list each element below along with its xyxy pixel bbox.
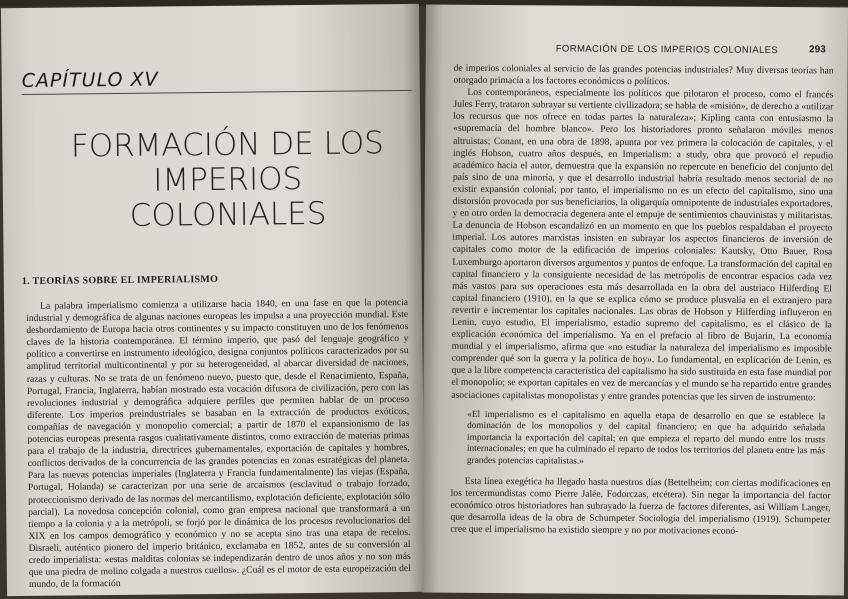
scan-background bbox=[0, 0, 848, 6]
chapter-title-line1: FORMACIÓN DE LOS bbox=[70, 125, 385, 165]
running-head: FORMACIÓN DE LOS IMPERIOS COLONIALES bbox=[555, 43, 779, 56]
section-heading: 1. TEORÍAS SOBRE EL IMPERIALISMO bbox=[21, 273, 219, 288]
paragraph: Los contemporáneos, especialmente los políticos que pilotaron el proceso, como el francés Jules Ferry, trataron subrayar su vertiente civilizadora; se habla de «misión», de derecho a «utilizar los recursos que nos ofrece en todas partes la naturaleza»; Kipling canta con entusiasmo la «supremacía del hombre blanco». Pero los historiadores pronto señalaron móviles menos altruistas; Conant, en una obra de 1898, apunta por vez primera la colocación de capitales, y el inglés Hobson, cuatro años después, en Imperialism: a study, obra que provocó el repudio académico hacia el autor, demuestra que la expansión no repercute en beneficio del conjunto del país sino de una minoría, y que el desarrollo industrial habría resultado menos sectorial de no existir expansión colonial; por tanto, el imperialismo no es un efecto del capitalismo, sino una distorsión provocada por sus beneficiarios, la oligarquía omnipotente de industriales exportadores, y en otro orden la democracia degenera ante el empuje de sentimientos chauvinistas y militaristas. La denuncia de Hobson escandalizó en un momento en que los pueblos respaldaban el proyecto imperial. Los autores marxistas insisten en subrayar los aspectos financieros de inversión de capitales como motor de la edificación de imperios coloniales: Kautsky, Otto Bauer, Rosa Luxemburgo aportaron diversos argumentos y puntos de enfoque. La transformación del capital en capital financiero y la consiguiente necesidad de las metrópolis de encontrar espacios cada vez más vastos para sus operaciones esta más desarrollada en la obra del austriaco Hilferding El capital financiero (1910), en la que se explica cómo se produce plusvalía en el extranjero para revertir e incrementar los capitales nacionales. Las obras de Hobson y Hilferding influyeron en Lenin, cuyo estudio, El imperialismo, estadio supremo del capitalismo, es el clásico de la explicación económica del imperialismo. Ya en el prefacio al libro de Bujarin, La economía mundial y el imperialismo, afirma que «no estudiar la naturaleza del imperialismo es imposible comprender qué son la guerra y la política de hoy». Lo fundamental, en explicación de Lenin, es que a la libre competencia característica del capitalismo ha sido sustituida en esta fase mundial por el monopolio; se exportan capitales en vez de mercancías y el mundo se ha repartido entre grandes asociaciones capitalistas monopolistas y entre grandes potencias que les sirven de instrumento: bbox=[451, 87, 834, 403]
right-body-text bbox=[450, 63, 833, 539]
chapter-title-line2: IMPERIOS COLONIALES bbox=[129, 161, 327, 234]
left-body-text bbox=[26, 297, 411, 591]
right-page bbox=[422, 5, 848, 596]
left-page bbox=[1, 4, 425, 596]
paragraph-continued: de imperios coloniales al servicio de las grandes potencias industriales? Muy diversas teorías han otorgado primacía a los factores económicos o políticos. bbox=[453, 62, 834, 88]
paragraph: Esta línea exegética ha llegado hasta nuestros días (Bettelheim; con ciertas modificaciones en los tercermundistas como Pierre Jalée, Fodorczas, etcétera). Sin negar la importancia del factor económico otros historiadores han subrayado la fuerza de factores diferentes, así William Langer, que desarrolla ideas de la obra de Schumpeter Sociología del imperialismo (1919). Schumpeter cree que el imperialismo ha existido siempre y no por motivaciones econó- bbox=[450, 475, 831, 537]
chapter-title bbox=[62, 126, 393, 234]
paragraph: La palabra imperialismo comienza a utilizarse hacia 1840, en una fase en que la potencia industrial y demográfica de algunas naciones europeas les impulsa a una proyección mundial. Este desbordamiento de Europa hacia otros continentes y su impacto constituyen uno de los fenómenos claves de la historia contemporánea. El término imperio, que pasó del lenguaje geográfico y político a convertirse en instrumento ideológico, designa conjuntos políticos caracterizados por su amplitud territorial multicontinental y por su heterogeneidad, al abarcar diversidad de naciones, razas y culturas. No se trata de un fenómeno nuevo, puesto que, desde el Renacimiento, España, Portugal, Francia, Inglaterra, habían mostrado esta vocación difusora de civilización, pero con las revoluciones industrial y demográfica adquiere perfiles que permiten hablar de un proceso diferente. Los imperios preindustriales se basaban en la extracción de productos exóticos, compañías de navegación y monopolio comercial; a partir de 1870 el expansionismo de las potencias europeas presenta rasgos cualitativamente distintos, como extracción de materias primas para el trabajo de la industria, directrices gubernamentales, exportación de capitales y hombres, conflictos derivados de la concurrencia de las grandes potencias en zonas estratégicas del planeta. Para las nuevas potencias imperiales (Inglaterra y Francia fundamentalmente) las viejas (España, Portugal, Holanda) se caracterizan por una serie de arcaísmos (esclavitud o trabajo forzado, proteccionismo derivado de las normas del mercantilismo, explotación deficiente, explotación sólo parcial). La novedosa concepción colonial, como gran empresa nacional que transformará a un tiempo a la colonia y a la metrópoli, se forjó por le dinámica de los procesos revolucionarios del XIX en los campos demográfico y económico y no se acepta sino tras una etapa de recelos. Disraeli, auténtico pionero del imperio británico, exclamaba en 1852, antes de su conversión al credo imperialista: «estas malditas colonias se independizarán dentro de unos años y no son más que una piedra de molino colgada a nuestros cuellos». ¿Cuál es el motor de esta europeización del mundo, de la formación bbox=[26, 296, 411, 591]
block-quote: «El imperialismo es el capitalismo en aquella etapa de desarrollo en que se establece la dominación de los monopolios y del capital financiero; en que ha adquirido señalada importancia la exportación del capital; en que empieza el reparto del mundo entre los trusts internacionales; en que ha culminado el reparto de todos los territorios del planeta entre las más grandes potencias capitalistas.» bbox=[466, 409, 826, 467]
page-number: 293 bbox=[809, 44, 826, 56]
chapter-label: CAPÍTULO XV bbox=[22, 66, 412, 95]
